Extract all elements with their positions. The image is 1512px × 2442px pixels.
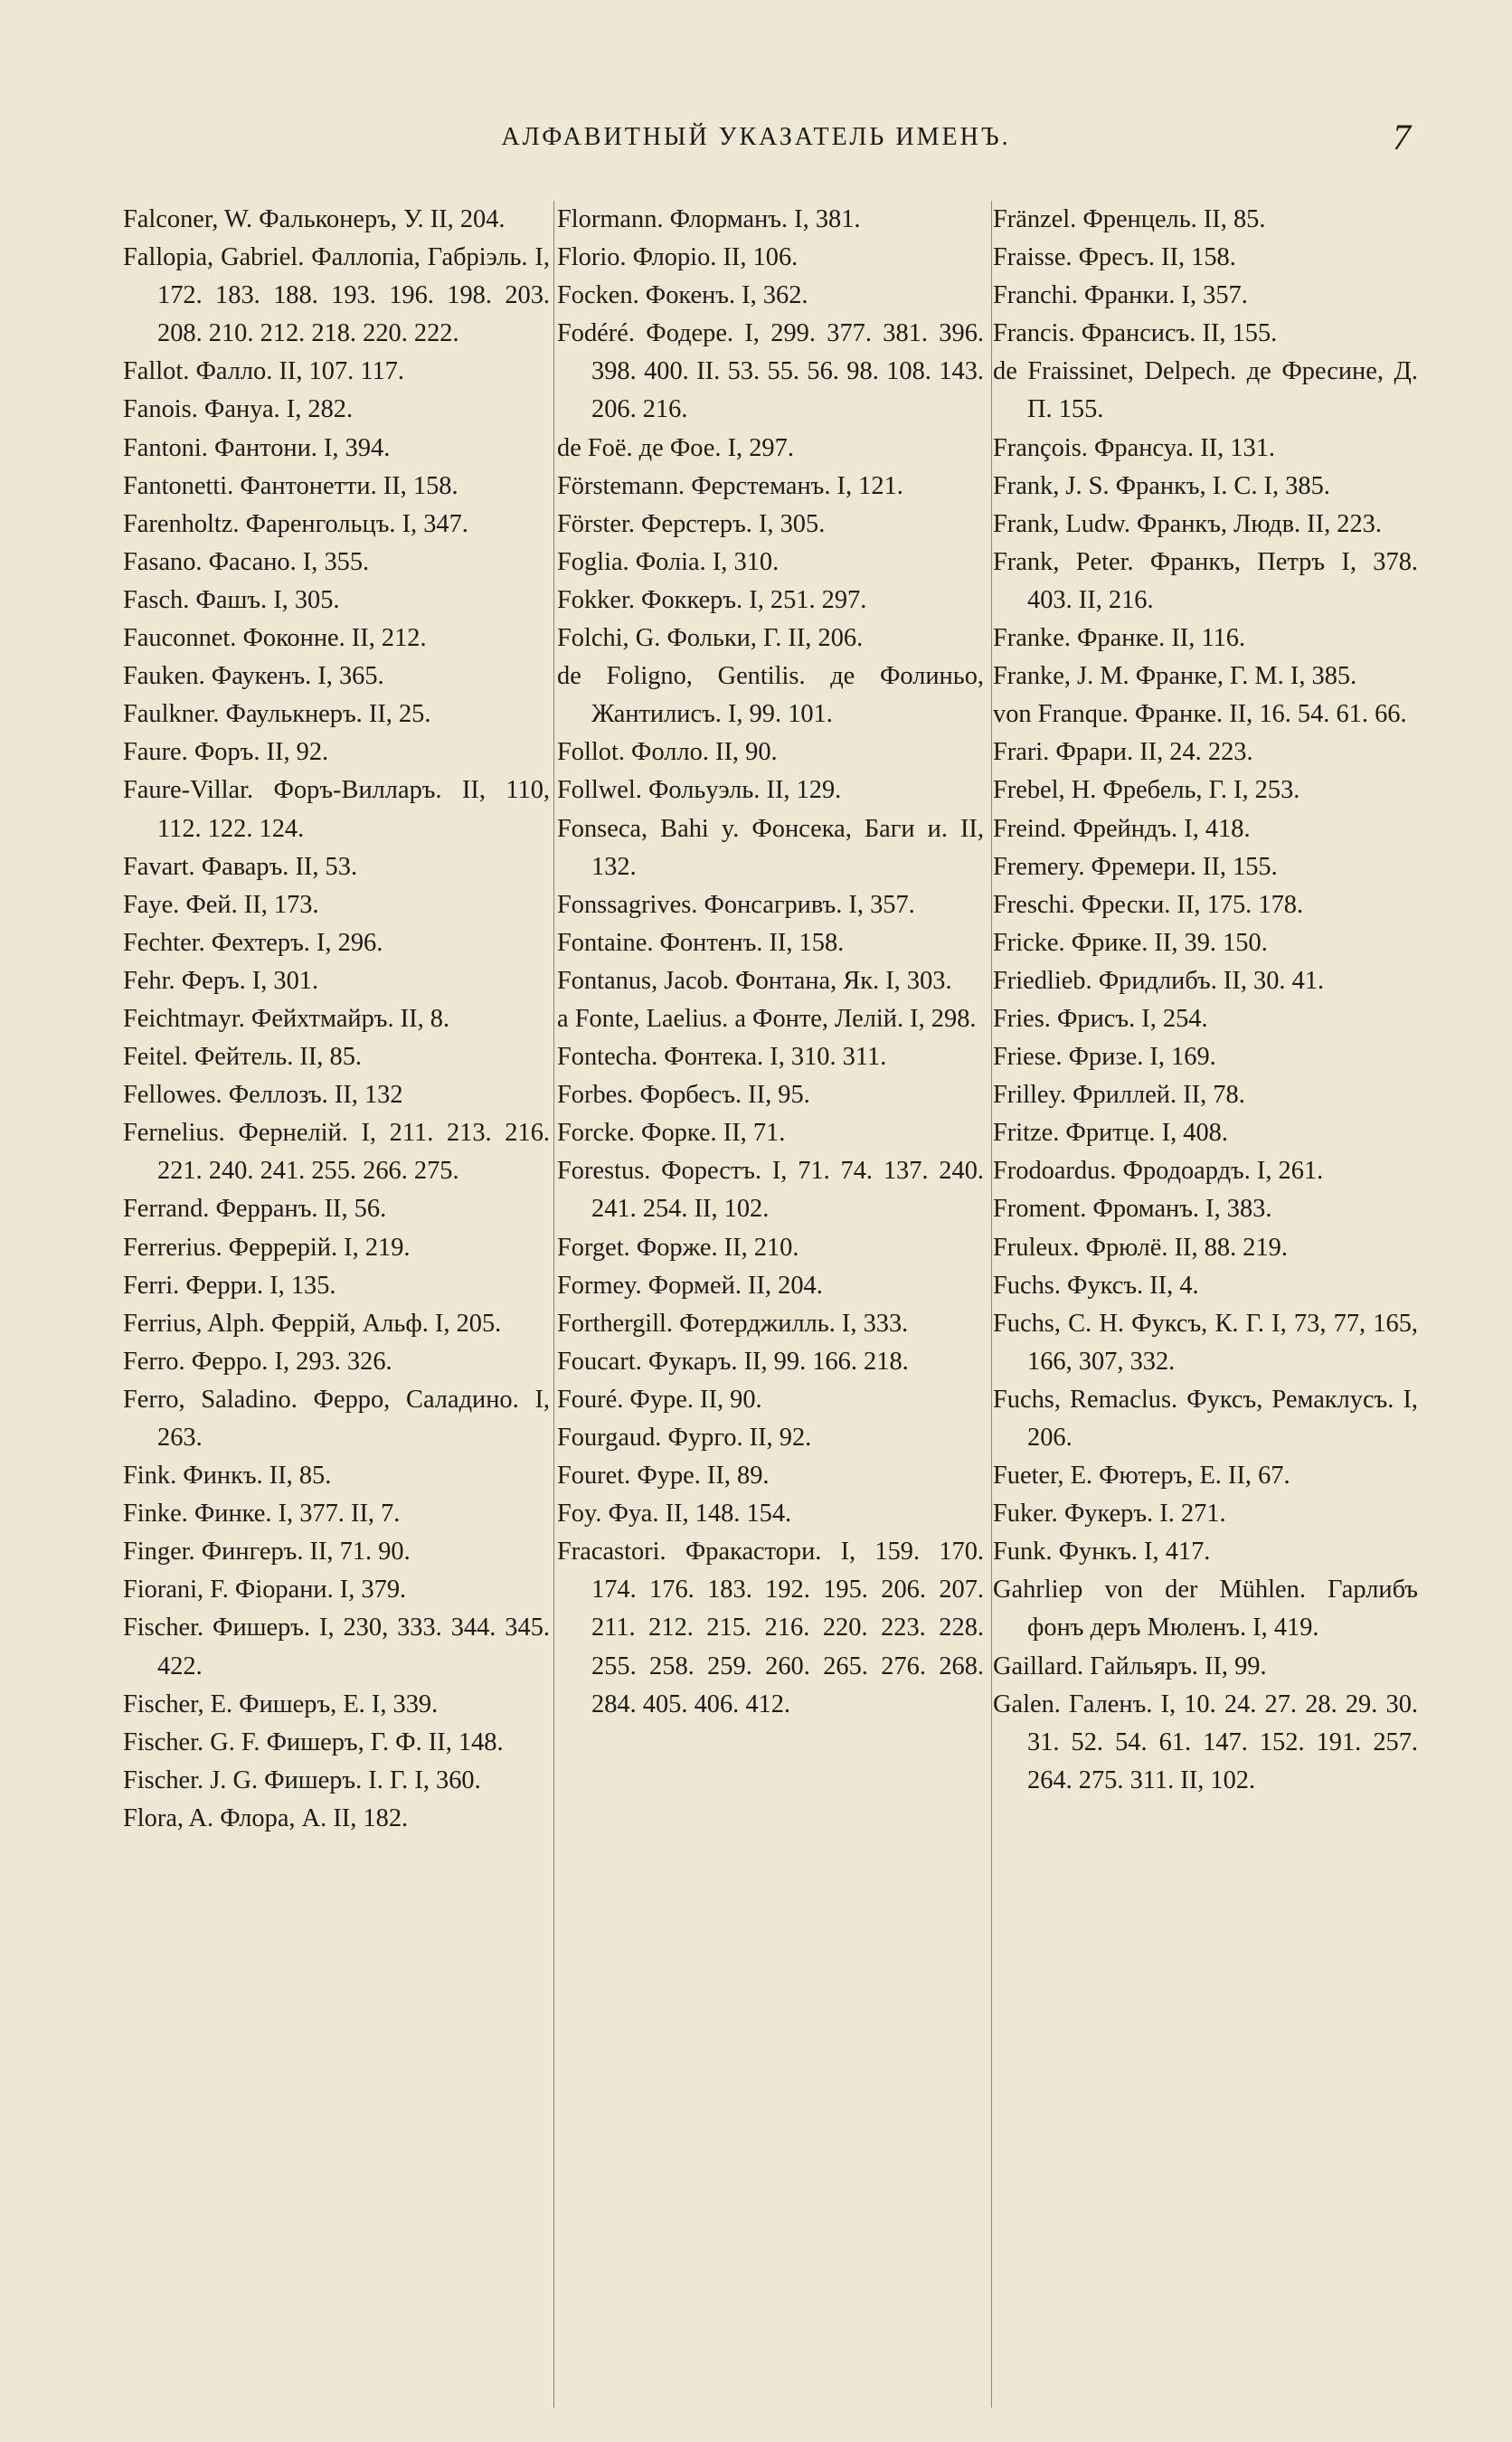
index-entry: Follot. Фолло. II, 90. — [557, 738, 778, 767]
index-entry: Frank, Peter. Франкъ, Петръ I, 378. 403. II, 216. — [993, 547, 1418, 614]
index-entry: Fehr. Феръ. I, 301. — [123, 966, 319, 995]
index-entry: Flormann. Флорманъ. I, 381. — [557, 205, 861, 233]
index-entry: Funk. Функъ. I, 417. — [993, 1538, 1211, 1566]
index-entry: Fraisse. Фресъ. II, 158. — [993, 243, 1236, 272]
index-entry: Galen. Галенъ. I, 10. 24. 27. 28. 29. 30. 31. 52. 54. 61. 147. 152. 191. 257. 264. 275. 311. II, 102. — [993, 1690, 1418, 1794]
index-entry: Fokker. Фоккеръ. I, 251. 297. — [557, 585, 867, 614]
index-entry: Förster. Ферстеръ. I, 305. — [557, 509, 826, 538]
index-entry: Frilley. Фриллей. II, 78. — [993, 1081, 1245, 1110]
index-entry: Feitel. Фейтель. II, 85. — [123, 1043, 362, 1072]
index-entry: Folchi, G. Фольки, Г. II, 206. — [557, 624, 864, 653]
index-entry: Foy. Фуа. II, 148. 154. — [557, 1500, 792, 1529]
index-entry: Fasano. Фасано. I, 355. — [123, 547, 370, 576]
index-entry: Fruleux. Фрюлё. II, 88. 219. — [993, 1233, 1288, 1262]
index-entry: Freind. Фрейндъ. I, 418. — [993, 814, 1251, 843]
index-entry: Faure-Villar. Форъ-Вилларъ. II, 110, 112. 122. 124. — [123, 776, 550, 843]
index-entry: Faulkner. Фаулькнеръ. II, 25. — [123, 700, 431, 729]
index-entry: Ferrius, Alph. Феррій, Альф. I, 205. — [123, 1309, 502, 1338]
index-entry: Fanois. Фануа. I, 282. — [123, 395, 354, 424]
index-entry: Fischer. G. F. Фишеръ, Г. Ф. II, 148. — [123, 1727, 504, 1756]
index-entry: Forestus. Форестъ. I, 71. 74. 137. 240. 241. 254. II, 102. — [557, 1157, 984, 1224]
index-entry: Foglia. Фоліа. I, 310. — [557, 547, 780, 576]
index-entry: Fallopia, Gabriel. Фаллопіа, Габріэль. I, 172. 183. 188. 193. 196. 198. 203. 208. 210. 212. 218. 220. 222. — [123, 243, 550, 348]
index-entry: Fernelius. Фернелій. I, 211. 213. 216. 221. 240. 241. 255. 266. 275. — [123, 1119, 550, 1186]
index-entry: Fonseca, Bahi y. Фонсека, Баги и. II, 132. — [557, 814, 984, 881]
index-entry: Fauken. Фаукенъ. I, 365. — [123, 662, 384, 691]
index-entry: Finke. Финке. I, 377. II, 7. — [123, 1500, 401, 1529]
index-entry: Fries. Фрисъ. I, 254. — [993, 1004, 1208, 1033]
index-entry: Friedlieb. Фридлибъ. II, 30. 41. — [993, 966, 1325, 995]
index-entry: Fouré. Фуре. II, 90. — [557, 1385, 762, 1414]
index-entry: Fracastori. Фракастори. I, 159. 170. 174. 176. 183. 192. 195. 206. 207. 211. 212. 215. 216. 220. 223. 228. 255. 258. 259. 260. 265. 276. 268. 284. 405. 406. 412. — [557, 1538, 984, 1718]
index-entry: Focken. Фокенъ. I, 362. — [557, 281, 808, 310]
index-entry: Follwel. Фольуэль. II, 129. — [557, 776, 842, 805]
index-entry: Fuchs, C. H. Фуксъ, К. Г. I, 73, 77, 165, 166, 307, 332. — [993, 1309, 1418, 1376]
index-entry: Fischer. Фишеръ. I, 230, 333. 344. 345. 422. — [123, 1614, 550, 1680]
page-title: АЛФАВИТНЫЙ УКАЗАТЕЛЬ ИМЕНЪ. — [501, 123, 1011, 151]
index-entry: Foucart. Фукаръ. II, 99. 166. 218. — [557, 1347, 909, 1376]
index-entry: Fuchs. Фуксъ. II, 4. — [993, 1271, 1199, 1300]
page-header — [0, 116, 1512, 161]
index-entry: Fischer. J. G. Фишеръ. I. Г. I, 360. — [123, 1765, 481, 1794]
index-entry: Forcke. Форке. II, 71. — [557, 1119, 786, 1148]
index-entry: Francis. Франсисъ. II, 155. — [993, 319, 1278, 348]
index-entry: Fellowes. Феллозъ. II, 132 — [123, 1081, 403, 1110]
index-entry: Frebel, H. Фребель, Г. I, 253. — [993, 776, 1300, 805]
index-entry: Franchi. Франки. I, 357. — [993, 281, 1248, 310]
index-entry: Fremery. Фремери. II, 155. — [993, 852, 1278, 881]
index-entry: Fricke. Фрике. II, 39. 150. — [993, 928, 1268, 957]
index-entry: Friese. Фризе. I, 169. — [993, 1043, 1216, 1072]
index-entry: de Foligno, Gentilis. де Фолиньо, Жантилисъ. I, 99. 101. — [557, 662, 984, 729]
index-column-1 — [123, 201, 550, 2399]
index-entry: Fonssagrives. Фонсагривъ. I, 357. — [557, 890, 915, 919]
index-entry: Falconer, W. Фальконеръ, У. II, 204. — [123, 205, 506, 233]
index-entry: Frank, J. S. Франкъ, I. С. I, 385. — [993, 471, 1330, 500]
index-entry: von Franque. Франке. II, 16. 54. 61. 66. — [993, 700, 1407, 729]
index-entry: Ferro, Saladino. Ферро, Саладино. I, 263. — [123, 1385, 550, 1452]
index-entry: Ferrand. Ферранъ. II, 56. — [123, 1195, 387, 1224]
index-entry: Frodoardus. Фродоардъ. I, 261. — [993, 1157, 1324, 1186]
index-entry: Fink. Финкъ. II, 85. — [123, 1462, 332, 1491]
index-columns — [123, 201, 1416, 2399]
index-entry: Forthergill. Фотерджилль. I, 333. — [557, 1309, 909, 1338]
index-entry: Fodéré. Фодере. I, 299. 377. 381. 396. 398. 400. II. 53. 55. 56. 98. 108. 143. 206. 216. — [557, 319, 984, 424]
index-entry: Fuchs, Remaclus. Фуксъ, Ремаклусъ. I, 206. — [993, 1385, 1418, 1452]
index-entry: Fallot. Фалло. II, 107. 117. — [123, 357, 404, 386]
index-entry: Fechter. Фехтеръ. I, 296. — [123, 928, 383, 957]
index-entry: Fränzel. Френцель. II, 85. — [993, 205, 1266, 233]
index-entry: de Foë. де Фое. I, 297. — [557, 433, 794, 462]
index-entry: Finger. Фингеръ. II, 71. 90. — [123, 1538, 411, 1566]
index-entry: Feichtmayr. Фейхтмайръ. II, 8. — [123, 1004, 450, 1033]
index-entry: Freschi. Фрески. II, 175. 178. — [993, 890, 1304, 919]
index-entry: Fontecha. Фонтека. I, 310. 311. — [557, 1043, 887, 1072]
index-entry: Franke. Франке. II, 116. — [993, 624, 1246, 653]
index-entry: a Fonte, Laelius. а Фонте, Лелій. I, 298. — [557, 1004, 977, 1033]
index-entry: Fantonetti. Фантонетти. II, 158. — [123, 471, 458, 500]
index-entry: Fontaine. Фонтенъ. II, 158. — [557, 928, 845, 957]
index-entry: Fauconnet. Фоконне. II, 212. — [123, 624, 427, 653]
index-entry: Franke, J. M. Франке, Г. М. I, 385. — [993, 662, 1357, 691]
index-entry: Farenholtz. Фаренгольцъ. I, 347. — [123, 509, 468, 538]
page-number: 7 — [1393, 117, 1411, 157]
index-entry: Fourgaud. Фурго. II, 92. — [557, 1424, 812, 1452]
index-entry: Förstemann. Ферстеманъ. I, 121. — [557, 471, 903, 500]
index-entry: Ferro. Ферро. I, 293. 326. — [123, 1347, 392, 1376]
index-entry: Fasch. Фашъ. I, 305. — [123, 585, 340, 614]
index-entry: Fritze. Фритце. I, 408. — [993, 1119, 1228, 1148]
index-entry: de Fraissinet, Delpech. де Фресине, Д. П. 155. — [993, 357, 1418, 424]
index-entry: François. Франсуа. II, 131. — [993, 433, 1276, 462]
index-entry: Gahrliep von der Mühlen. Гарлибъ фонъ деръ Мюленъ. I, 419. — [993, 1576, 1418, 1642]
index-entry: Florio. Флоріо. II, 106. — [557, 243, 799, 272]
index-entry: Fouret. Фуре. II, 89. — [557, 1462, 770, 1491]
index-entry: Forget. Форже. II, 210. — [557, 1233, 799, 1262]
index-column-3 — [993, 201, 1418, 2399]
index-entry: Frari. Фрари. II, 24. 223. — [993, 738, 1253, 767]
index-entry: Ferri. Ферри. I, 135. — [123, 1271, 336, 1300]
index-entry: Ferrerius. Феррерій. I, 219. — [123, 1233, 411, 1262]
index-entry: Favart. Фаваръ. II, 53. — [123, 852, 358, 881]
index-column-2 — [557, 201, 984, 2399]
index-entry: Faure. Форъ. II, 92. — [123, 738, 329, 767]
index-entry: Fantoni. Фантони. I, 394. — [123, 433, 391, 462]
index-entry: Formey. Формей. II, 204. — [557, 1271, 823, 1300]
index-entry: Frank, Ludw. Франкъ, Людв. II, 223. — [993, 509, 1382, 538]
index-entry: Froment. Фроманъ. I, 383. — [993, 1195, 1272, 1224]
index-entry: Fueter, E. Фютеръ, Е. II, 67. — [993, 1462, 1290, 1491]
index-entry: Flora, A. Флора, А. II, 182. — [123, 1803, 409, 1832]
index-entry: Forbes. Форбесъ. II, 95. — [557, 1081, 810, 1110]
index-entry: Faye. Фей. II, 173. — [123, 890, 319, 919]
index-entry: Fontanus, Jacob. Фонтана, Як. I, 303. — [557, 966, 952, 995]
index-entry: Gaillard. Гайльяръ. II, 99. — [993, 1652, 1267, 1680]
index-entry: Fuker. Фукеръ. I. 271. — [993, 1500, 1226, 1529]
index-entry: Fischer, E. Фишеръ, Е. I, 339. — [123, 1690, 439, 1718]
index-entry: Fiorani, F. Фіорани. I, 379. — [123, 1576, 407, 1604]
